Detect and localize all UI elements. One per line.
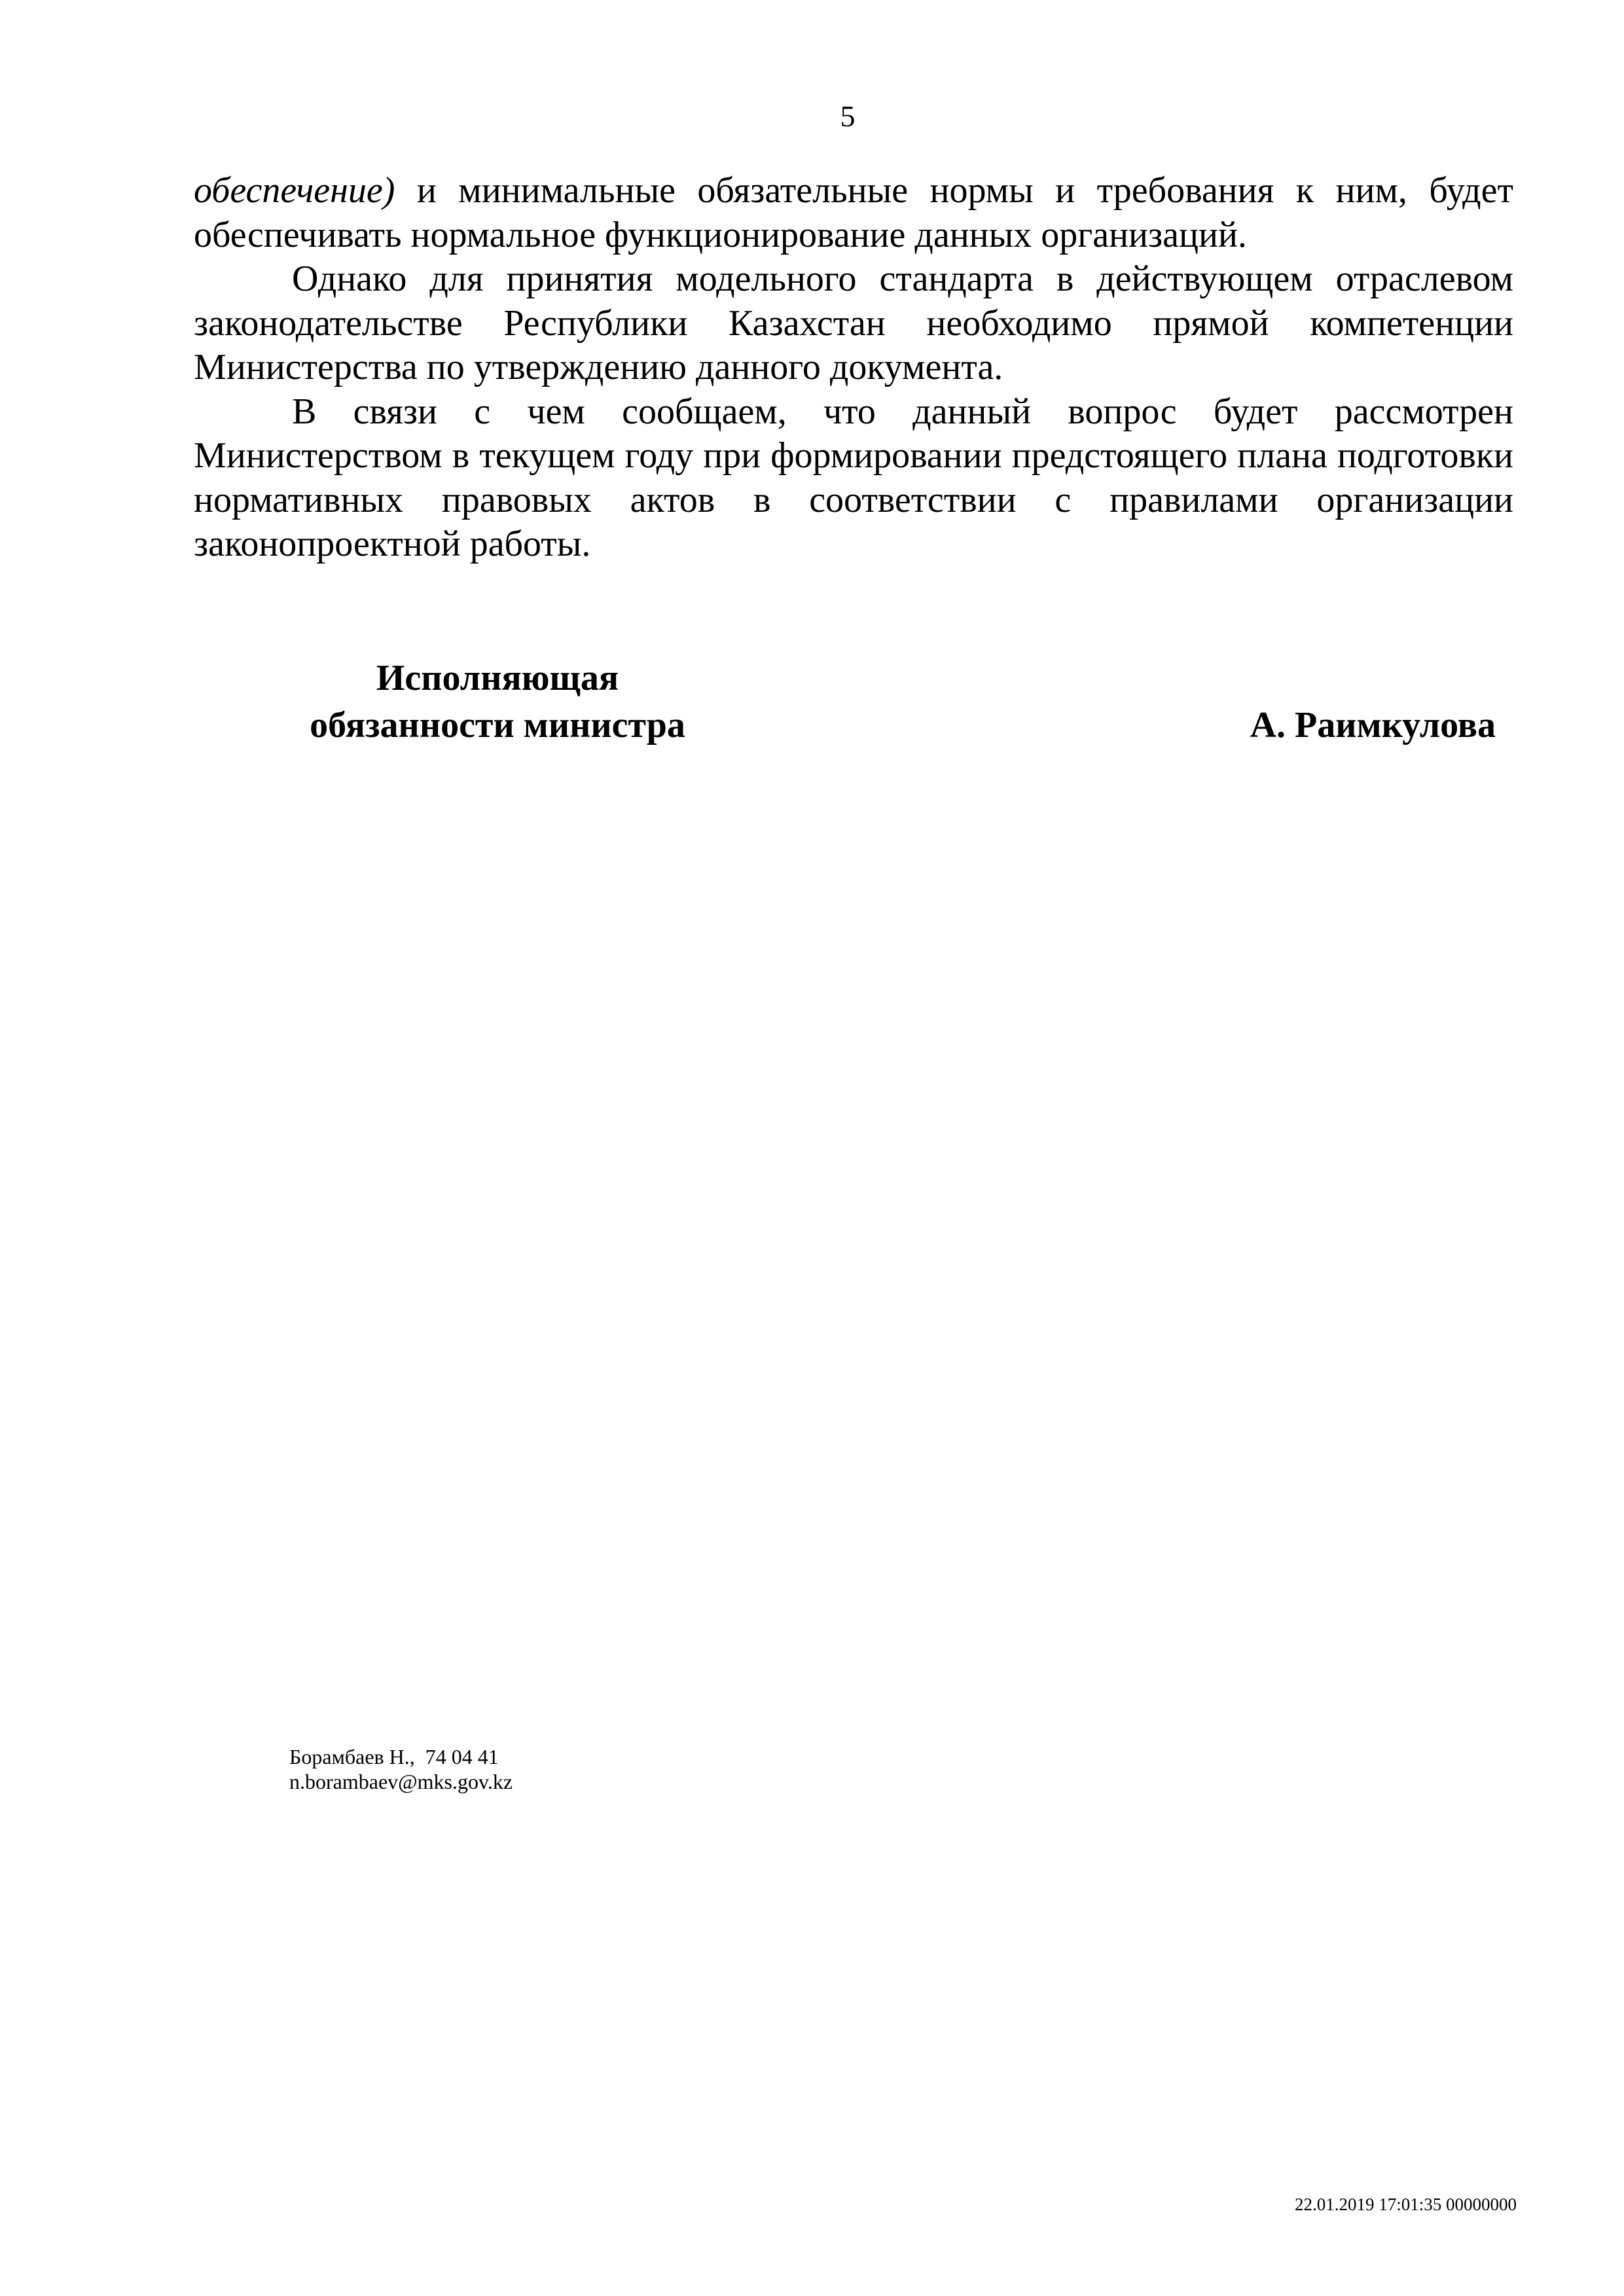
signatory-name: А. Раимкулова [1250,705,1496,745]
italic-lead-text: обеспечение) [194,170,395,211]
paragraph-1 [194,169,1513,257]
letter-body [194,169,1513,567]
executor-name-phone: Борамбаев Н., 74 04 41 [289,1745,499,1768]
executor-email: n.borambaev@mks.gov.kz [289,1770,513,1793]
paragraph-1-text: и минимальные обязательные нормы и требования к ним, будет обеспечивать нормальное функционирование данных организаций. [194,170,1513,255]
signatory-title [262,655,733,749]
signatory-title-line-1: Исполняющая [376,658,619,698]
paragraph-3: В связи с чем сообщаем, что данный вопрос будет рассмотрен Министерством в текущем году при формировании предстоящего плана подготовки нормативных правовых актов в соответствии с правилами организации законопроектной работы. [194,391,1513,564]
page-number: 5 [840,99,856,133]
signatory-title-line-2: обязанности министра [310,705,685,745]
document-timestamp: 22.01.2019 17:01:35 00000000 [1294,2195,1517,2214]
paragraph-2: Однако для принятия модельного стандарта в действующем отраслевом законодательстве Республики Казахстан необходимо прямой компетенции Министерства по утверждению данного документа. [194,259,1513,387]
executor-contact [289,1744,513,1794]
